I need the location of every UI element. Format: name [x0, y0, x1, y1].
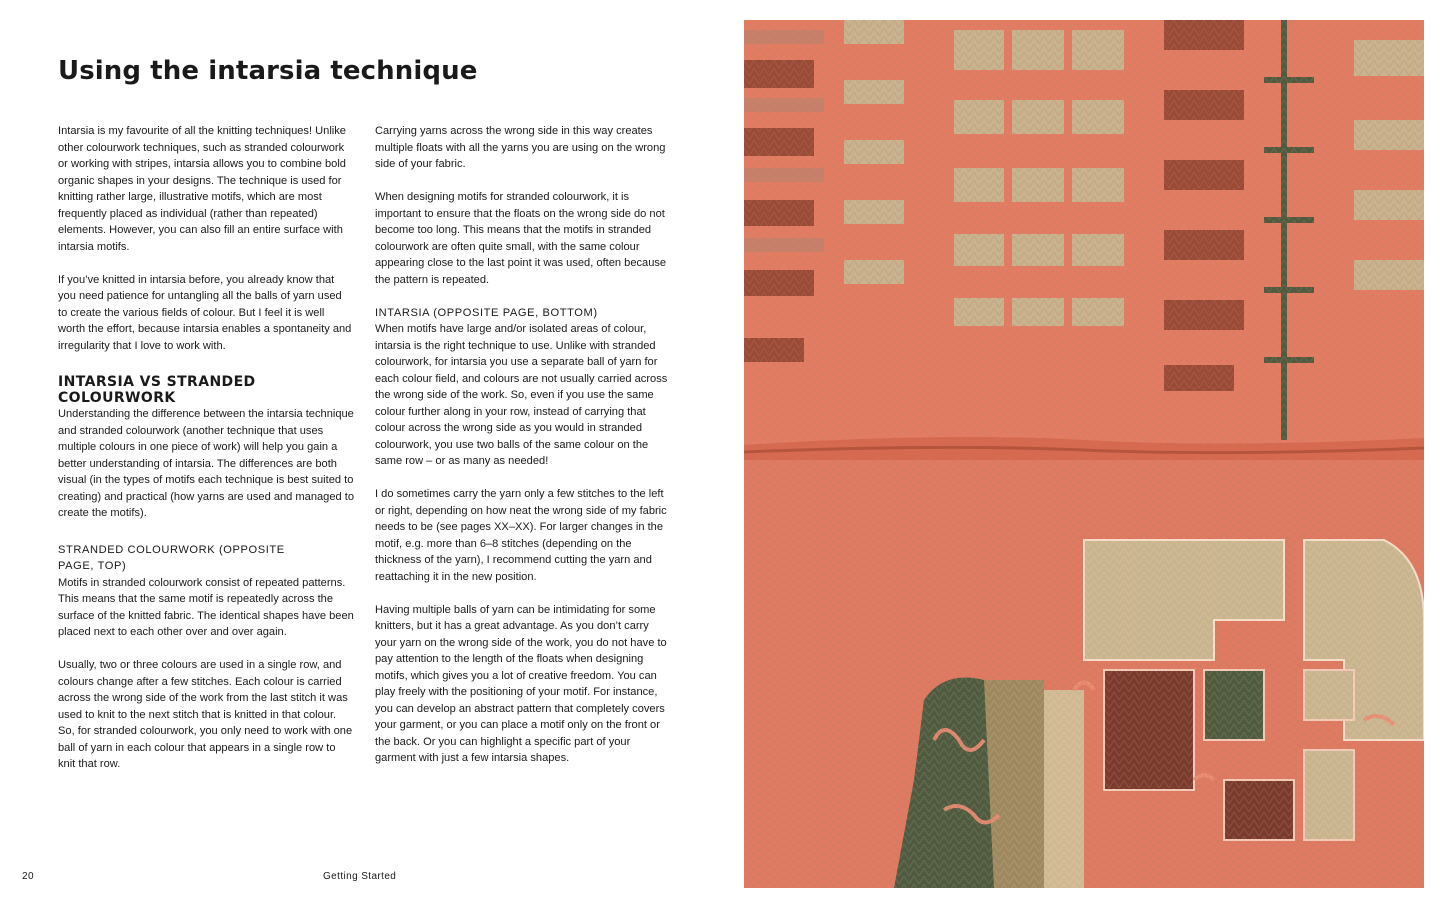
intro-paragraph-1: Intarsia is my favourite of all the knitting techniques! Unlike other colourwork techniques, such as stranded colourwork or working with stripes, intarsia allows you to combine bold organic shapes in your designs. The technique is used for knitting rather large, illustrative motifs, which are most frequently placed as individual (rather than repeated) elements. However, you can also fill an entire surface with intarsia motifs.: [58, 125, 346, 253]
intarsia-paragraph: When motifs have large and/or isolated areas of colour, intarsia is the right technique to use. Unlike with stranded colourwork, for intarsia you use a separate ball of yarn for each colour field, and colours are not usually carried across the wrong side of the work. So, even if you use the same colour further along in your row, instead of carrying that colour across the wrong side as you would in stranded colourwork, you use two balls of the same colour on the same row – or as many as needed!: [375, 323, 668, 467]
carry-yarn-paragraph: I do sometimes carry the yarn only a few stitches to the left or right, depending on how neat the wrong side of my fabric needs to be (see pages XX–XX). For larger changes in the motif, e.g. more than 6–8 stitches (depending on the thickness of the yarn), I recommend cutting the yarn and reattaching it in the new position.: [375, 488, 667, 583]
stranded-paragraph-1: Motifs in stranded colourwork consist of repeated patterns. This means that the same motif is repeatedly across the surface of the knitted fabric. The identical shapes have been placed next to each other over and over again.: [58, 576, 354, 638]
intarsia-subheading: INTARSIA (OPPOSITE PAGE, BOTTOM): [375, 306, 598, 319]
knitted-fabric-photo: [744, 20, 1424, 888]
running-footer: Getting Started: [323, 871, 397, 882]
section-paragraph: Understanding the difference between the intarsia technique and stranded colourwork (another technique that uses multiple colours in one piece of work) will help you gain a better understanding of intarsia. The differences are both visual (in the types of motifs each technique is best suited to creating) and practical (how yarns are used and managed to create the motifs).: [58, 408, 355, 519]
multiple-balls-paragraph: Having multiple balls of yarn can be intimidating for some knitters, but it has a great advantage. As you don’t carry your yarn on the wrong side of the work, you do not have to pay attention to the length of the floats when designing motifs, which gives you a lot of creative freedom. You can play freely with the positioning of your motif. For instance, you can develop an abstract pattern that completely covers your garment, or you can place a motif only on the front or the back. Or you can highlight a specific part of your garment with just a few intarsia shapes.: [375, 603, 667, 764]
section-heading: INTARSIA VS STRANDED COLOURWORK: [58, 374, 256, 406]
knit-swatch-illustration: [744, 20, 1424, 888]
page-title: Using the intarsia technique: [58, 56, 478, 86]
stranded-subheading: STRANDED COLOURWORK (OPPOSITE PAGE, TOP): [58, 543, 285, 572]
floats-paragraph: Carrying yarns across the wrong side in this way creates multiple floats with all the yarns you are using on the wrong side of your fabric.: [375, 125, 666, 170]
page-number: 20: [22, 871, 34, 882]
intro-paragraph-2: If you’ve knitted in intarsia before, you already know that you need patience for untangling all the balls of yarn used to create the various fields of colour. But I feel it is well worth the effort, because intarsia enables a spontaneity and irregularity that I love to work with.: [58, 273, 352, 352]
stranded-paragraph-2: Usually, two or three colours are used in a single row, and colours change after a few stitches. Each colour is carried across the wrong side of the work from the last stitch it was used to knit to the next stitch that is knitted in that colour. So, for stranded colourwork, you only need to work with one ball of yarn in each colour that appears in a single row to knit that row.: [58, 659, 353, 770]
designing-paragraph: When designing motifs for stranded colourwork, it is important to ensure that the floats on the wrong side do not become too long. This means that the motifs in stranded colourwork are often quite small, with the same colour appearing close to the last point it was used, often because the pattern is repeated.: [375, 191, 667, 286]
left-column: [58, 123, 354, 789]
middle-column: [375, 123, 673, 783]
